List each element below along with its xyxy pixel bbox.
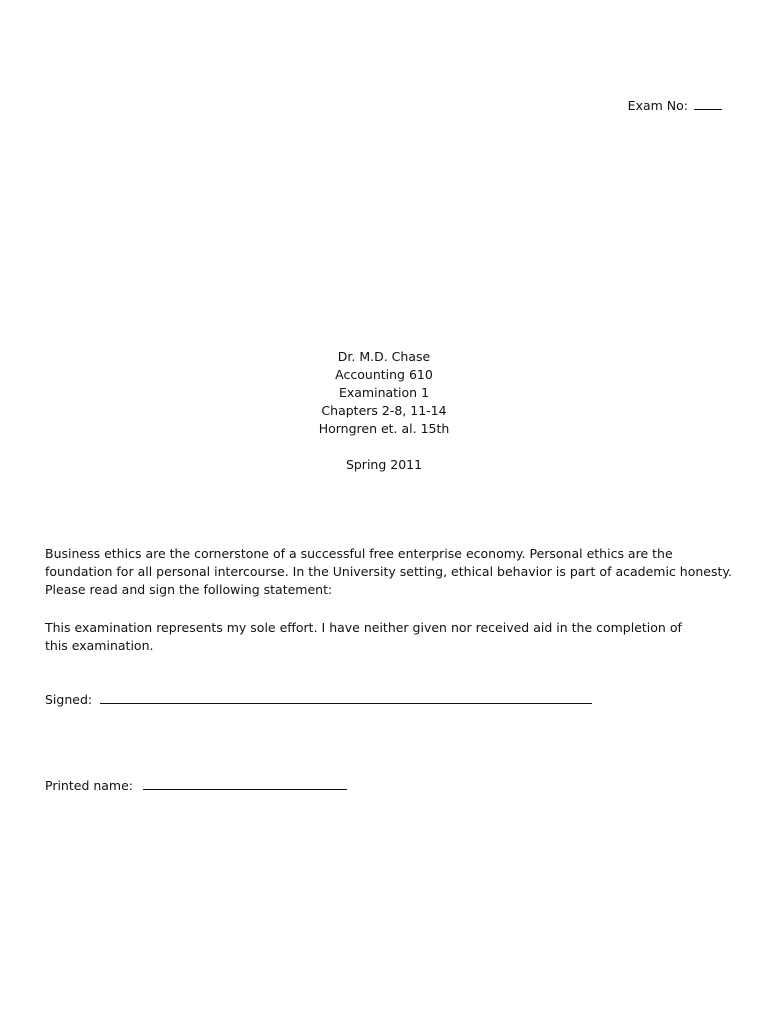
signed-label: Signed: bbox=[45, 692, 93, 707]
exam-header bbox=[0, 348, 768, 474]
exam-number-field bbox=[628, 97, 722, 115]
printed-name-label: Printed name: bbox=[45, 778, 134, 793]
exam-number-blank[interactable] bbox=[694, 97, 722, 110]
course-name: Accounting 610 bbox=[335, 367, 433, 382]
textbook-reference: Horngren et. al. 15th bbox=[318, 421, 450, 436]
exam-term: Spring 2011 bbox=[345, 457, 423, 472]
ethics-paragraph: Business ethics are the cornerstone of a successful free enterprise economy. Personal ethics are the foundation for all personal intercourse. In the University setting, ethical behavior is part of academic honesty. Please read and sign the following statement: bbox=[45, 546, 732, 597]
chapters-covered: Chapters 2-8, 11-14 bbox=[321, 403, 447, 418]
signature-line[interactable] bbox=[100, 690, 592, 704]
printed-name-line[interactable] bbox=[143, 776, 347, 790]
exam-title: Examination 1 bbox=[338, 385, 430, 400]
instructor-name: Dr. M.D. Chase bbox=[337, 349, 431, 364]
honesty-statement: This examination represents my sole effort. I have neither given nor received aid in the completion of this examination. bbox=[45, 620, 682, 653]
signature-row bbox=[45, 690, 592, 709]
printed-name-row bbox=[45, 776, 347, 795]
exam-number-label: Exam No: bbox=[627, 98, 688, 113]
